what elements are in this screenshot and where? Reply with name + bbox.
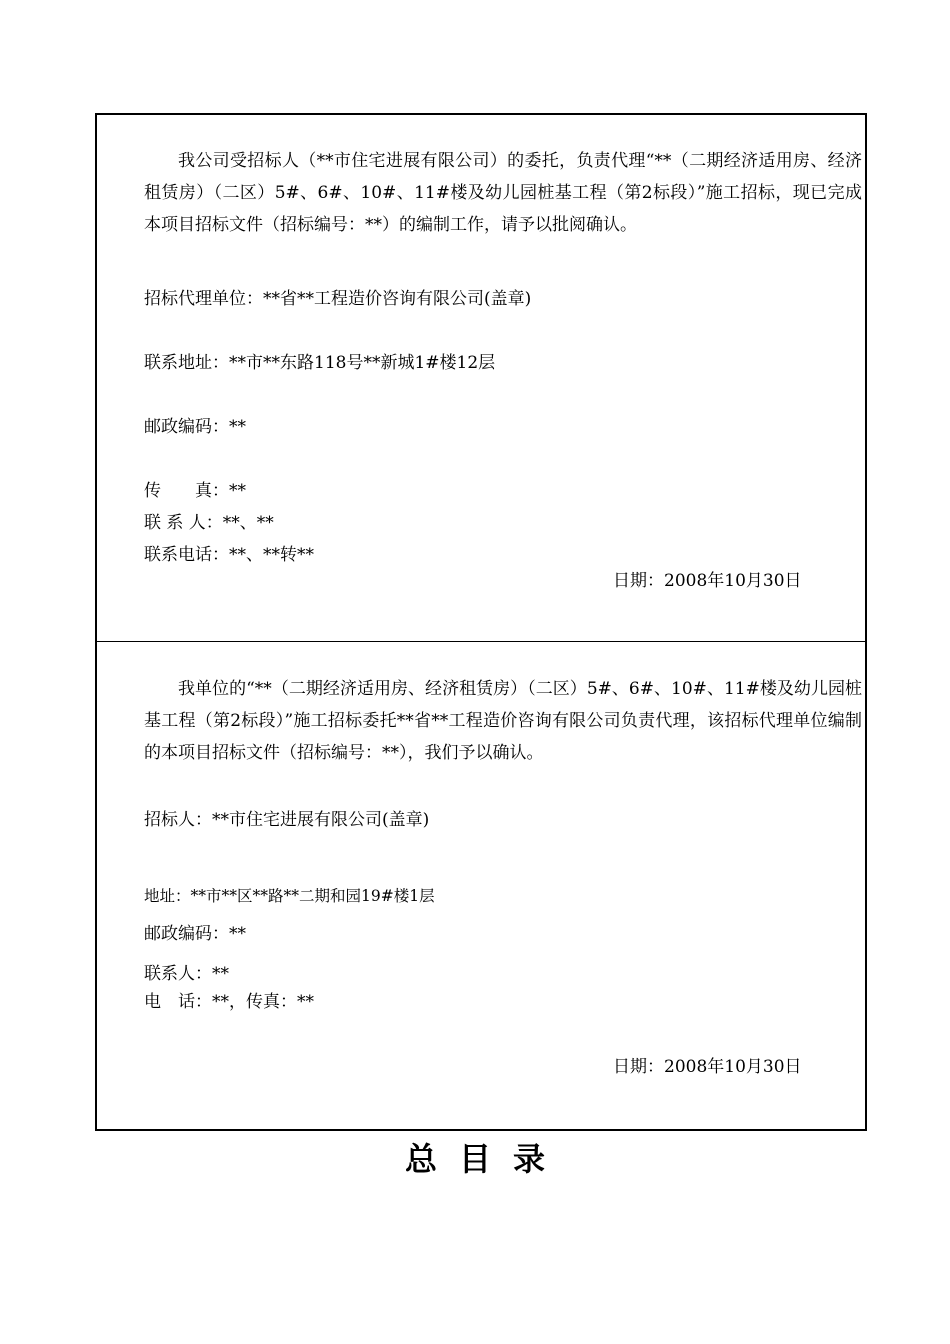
agency-postcode: 邮政编码：** — [144, 417, 246, 437]
table-of-contents-heading: 总目录 — [404, 1140, 567, 1178]
agency-statement-paragraph: 我公司受招标人（**市住宅进展有限公司）的委托，负责代理“**（二期经济适用房、经济租赁房）（二区）5#、6#、10#、11#楼及幼儿园桩基工程（第2标段）”施工招标，现已完成本项目招标文件（招标编号：**）的编制工作，请予以批阅确认。 — [144, 151, 862, 235]
agency-phone: 联系电话：**、**转** — [144, 545, 314, 565]
agency-date: 日期：2008年10月30日 — [613, 571, 802, 591]
agency-fax: 传 真：** — [144, 481, 246, 501]
tenderer-name: 招标人：**市住宅进展有限公司(盖章) — [144, 810, 430, 830]
section-divider — [97, 641, 865, 642]
confirmation-table — [95, 113, 867, 1131]
agency-name: 招标代理单位：**省**工程造价咨询有限公司(盖章) — [144, 289, 532, 309]
tenderer-address: 地址：**市**区**路**二期和园19#楼1层 — [144, 887, 435, 905]
tenderer-date: 日期：2008年10月30日 — [613, 1057, 802, 1077]
tenderer-statement-paragraph: 我单位的“**（二期经济适用房、经济租赁房）（二区）5#、6#、10#、11#楼及幼儿园桩基工程（第2标段）”施工招标委托**省**工程造价咨询有限公司负责代理，该招标代理单位编制的本项目招标文件（招标编号：**），我们予以确认。 — [144, 679, 862, 763]
tenderer-contact: 联系人：** — [144, 964, 229, 984]
agency-contact: 联 系 人：**、** — [144, 513, 274, 533]
tenderer-phone: 电 话：**，传真：** — [144, 992, 314, 1012]
tenderer-postcode: 邮政编码：** — [144, 924, 246, 944]
agency-address: 联系地址：**市**东路118号**新城1#楼12层 — [144, 353, 496, 373]
